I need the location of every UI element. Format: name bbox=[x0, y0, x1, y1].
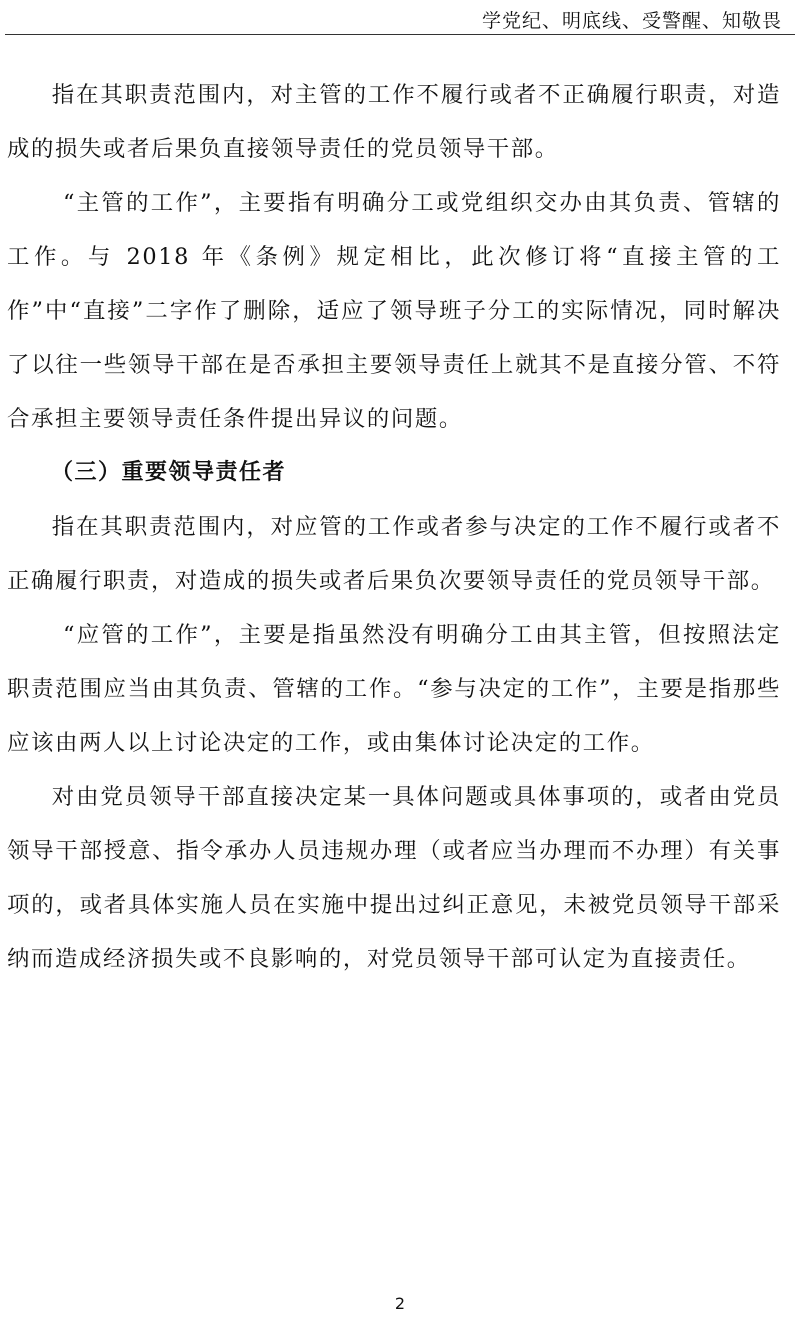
paragraph-main-responsibility-definition: 指在其职责范围内，对主管的工作不履行或者不正确履行职责，对造成的损失或者后果负直接领导责任的党员领导干部。 bbox=[7, 82, 781, 162]
paragraph-direct-responsibility: 对由党员领导干部直接决定某一具体问题或具体事项的，或者由党员领导干部授意、指令承办人员违规办理（或者应当办理而不办理）有关事项的，或者具体实施人员在实施中提出过纠正意见，未被党员领导干部采纳而造成经济损失或不良影响的，对党员领导干部可认定为直接责任。 bbox=[7, 784, 781, 972]
page-number: 2 bbox=[394, 1294, 406, 1313]
paragraph-important-responsibility-definition: 指在其职责范围内，对应管的工作或者参与决定的工作不履行或者不正确履行职责，对造成的损失或者后果负次要领导责任的党员领导干部。 bbox=[7, 514, 781, 594]
document-body bbox=[7, 68, 781, 986]
header-title: 学党纪、明底线、受警醒、知敬畏 bbox=[481, 10, 782, 32]
page-header bbox=[0, 0, 800, 40]
paragraph-should-manage-explanation: “应管的工作”，主要是指虽然没有明确分工由其主管，但按照法定职责范围应当由其负责、管辖的工作。“参与决定的工作”，主要是指那些应该由两人以上讨论决定的工作，或由集体讨论决定的工作。 bbox=[7, 622, 781, 756]
header-divider bbox=[5, 34, 795, 35]
paragraph-main-work-explanation: “主管的工作”，主要指有明确分工或党组织交办由其负责、管辖的工作。与 2018 年《条例》规定相比，此次修订将“直接主管的工作”中“直接”二字作了删除，适应了领导班子分工的实际情况，同时解决了以往一些领导干部在是否承担主要领导责任上就其不是直接分管、不符合承担主要领导责任条件提出异议的问题。 bbox=[7, 190, 781, 432]
section-heading-important-leader: （三）重要领导责任者 bbox=[51, 460, 287, 485]
